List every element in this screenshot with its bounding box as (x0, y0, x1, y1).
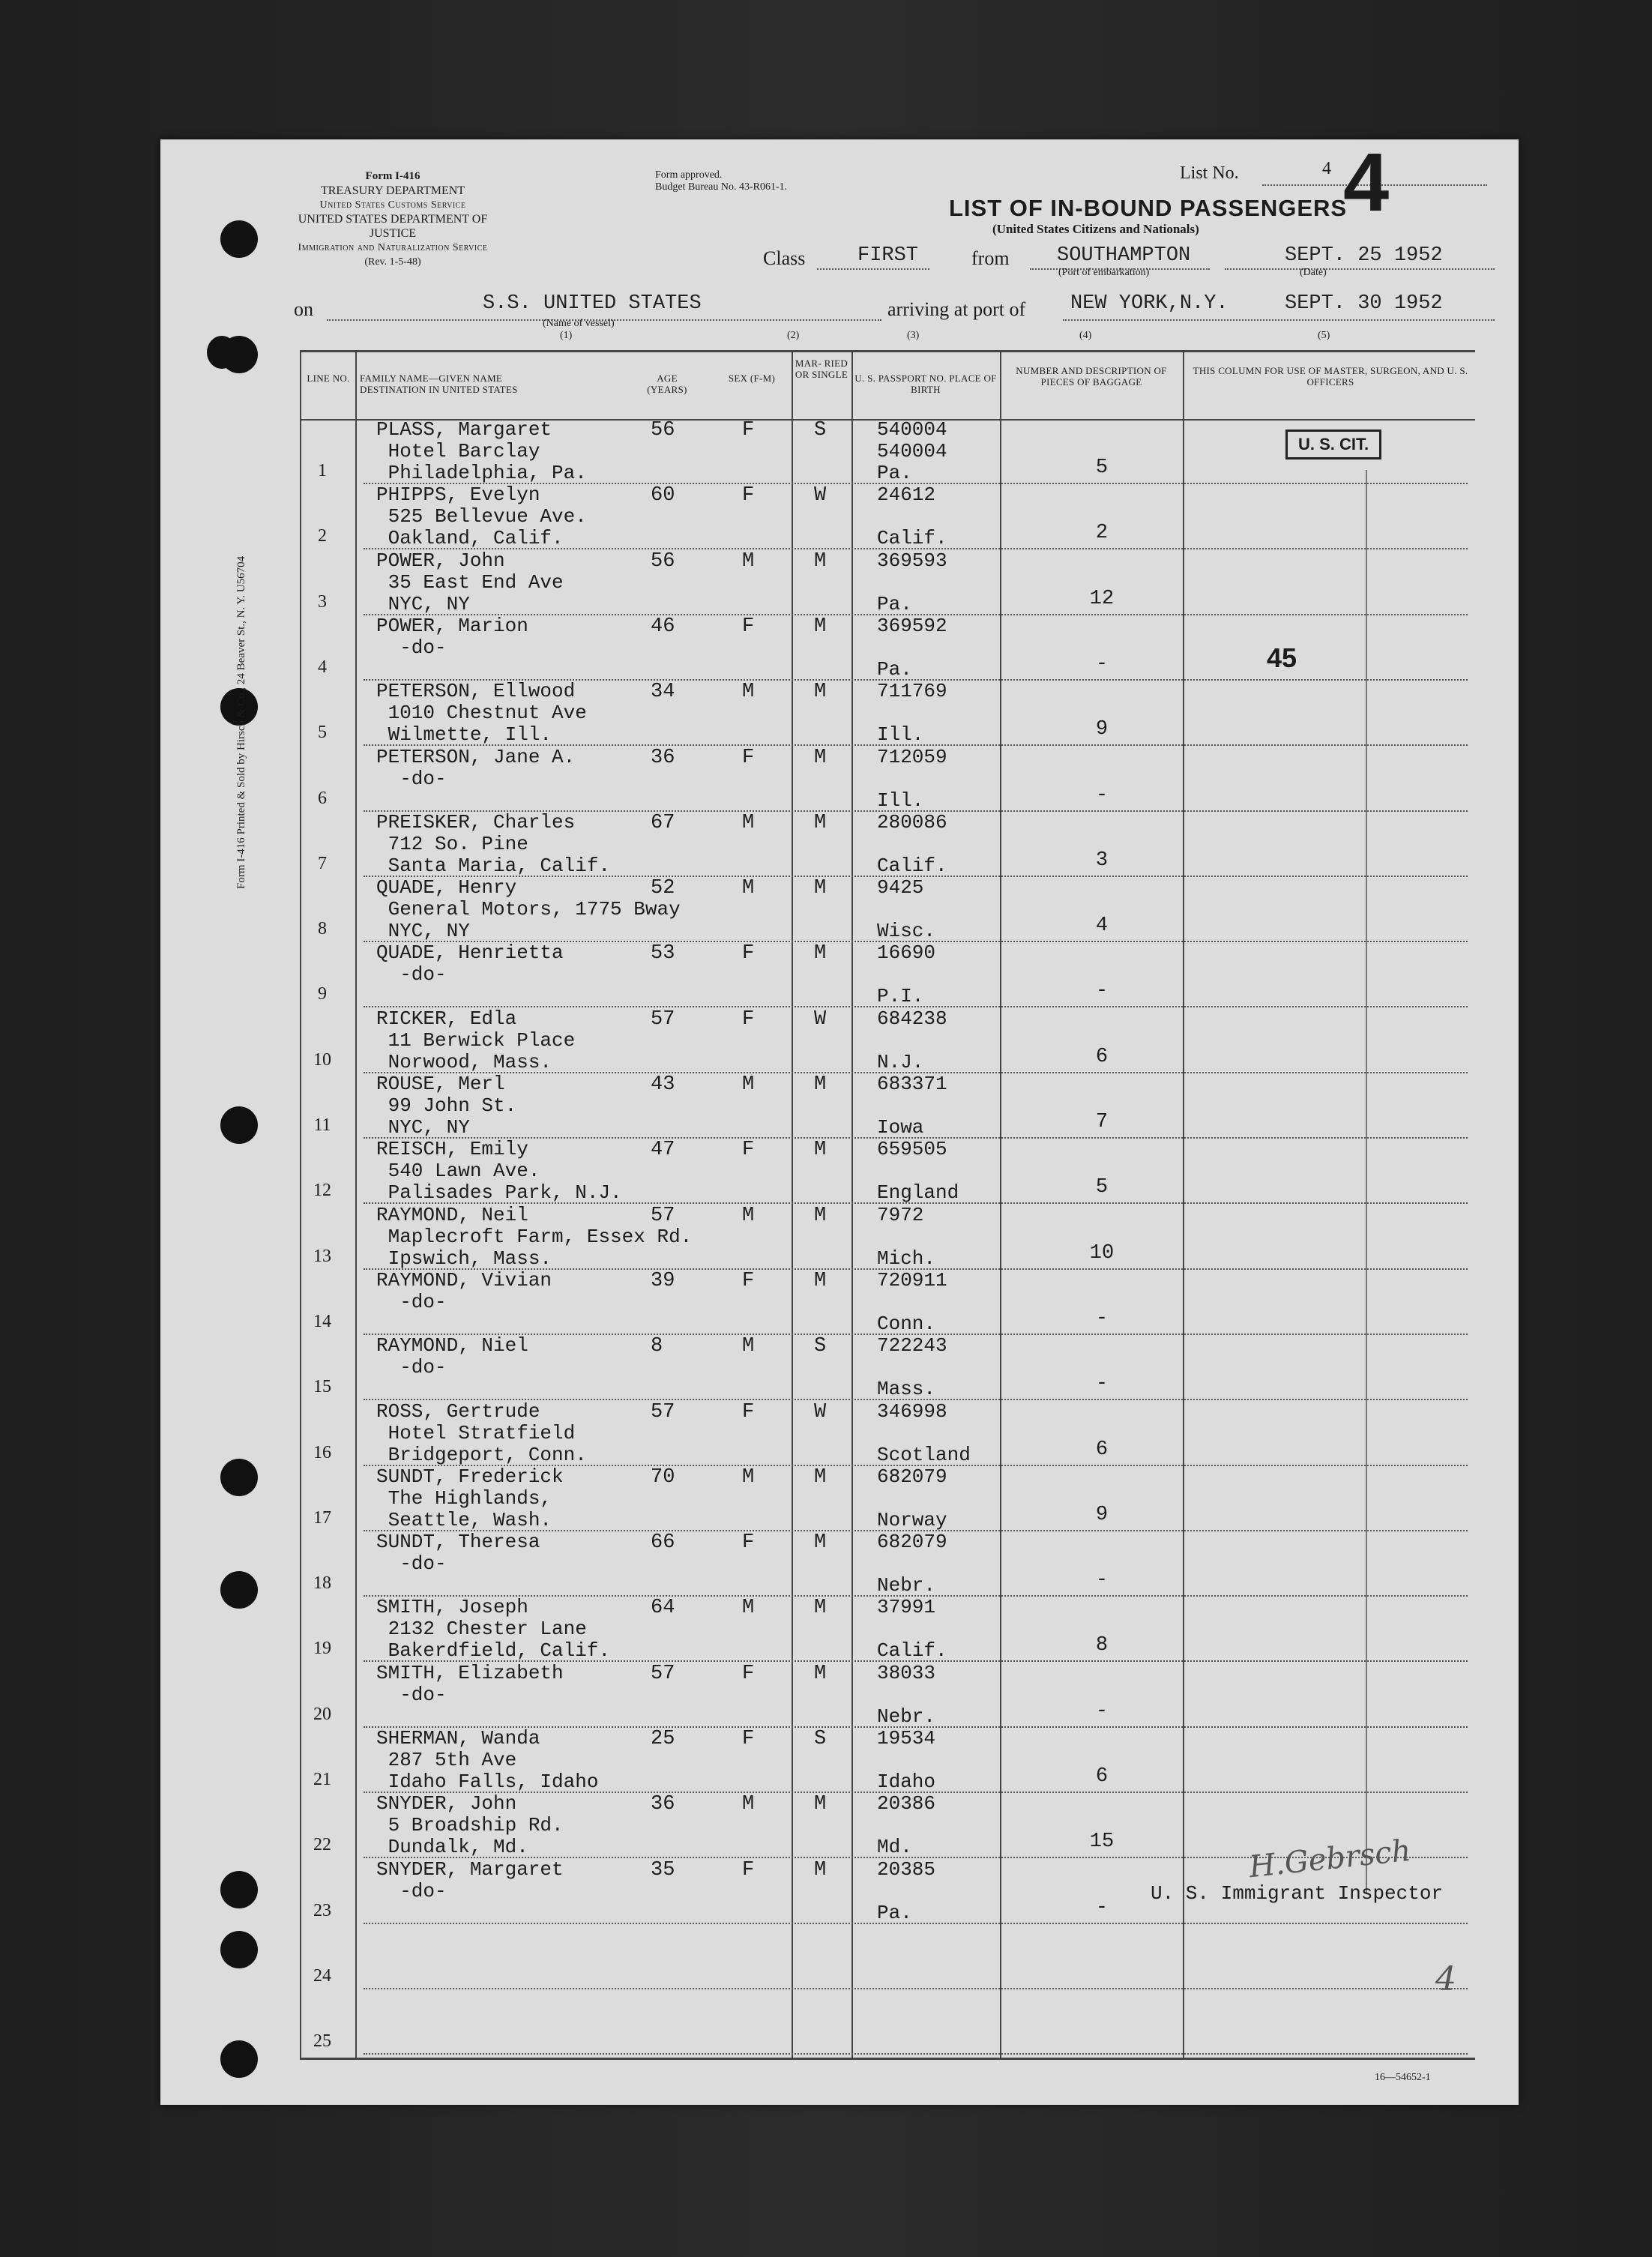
department: TREASURY DEPARTMENT (320, 184, 465, 197)
passport-birthplace-cell: 711769 Ill. (877, 680, 947, 747)
marital-status-cell: M (814, 1139, 827, 1162)
passenger-table (300, 350, 1475, 2060)
document-page (160, 136, 1519, 2105)
passenger-name-destination: SNYDER, John 5 Broadship Rd. Dundalk, Md. (376, 1792, 564, 1859)
marital-status-cell: W (814, 484, 827, 507)
age-cell: 57 (651, 1007, 675, 1031)
baggage-cell: - (1095, 1307, 1109, 1330)
passenger-name-destination: SUNDT, Frederick The Highlands, Seattle, Wash. (376, 1465, 564, 1531)
sex-cell: F (742, 484, 755, 507)
passenger-name-destination: RICKER, Edla 11 Berwick Place Norwood, Mass. (376, 1007, 576, 1073)
inspector-signature: H.Gebrsch (1247, 1833, 1413, 1885)
passport-birthplace-cell: 684238 N.J. (877, 1007, 947, 1073)
passenger-name-destination: SHERMAN, Wanda 287 5th Ave Idaho Falls, Idaho (376, 1727, 599, 1793)
arrival-port: NEW YORK,N.Y. (1070, 292, 1229, 315)
passport-birthplace-cell: 540004 540004 Pa. (877, 418, 947, 484)
col-header-married: MAR- RIED OR SINGLE (795, 358, 848, 380)
line-number: 24 (313, 1965, 331, 1986)
binder-hole (220, 1871, 258, 1908)
line-number: 15 (313, 1377, 331, 1397)
marital-status-cell: M (814, 877, 827, 900)
line-number: 10 (313, 1049, 331, 1070)
table-row (300, 1008, 1475, 1073)
class-label: Class (763, 247, 806, 269)
binder-hole (220, 1931, 258, 1968)
passport-birthplace-cell: 280086 Calif. (877, 810, 947, 877)
page-subtitle: (United States Citizens and Nationals) (992, 222, 1199, 236)
table-row (300, 747, 1475, 812)
passport-birthplace-cell: 720911 Conn. (877, 1268, 947, 1335)
marital-status-cell: M (814, 1597, 827, 1620)
marital-status-cell: M (814, 549, 827, 573)
list-no-big: 4 (1343, 136, 1390, 229)
sex-cell: F (742, 1007, 755, 1031)
passenger-name-destination: SMITH, Elizabeth -do- (376, 1661, 564, 1706)
sex-cell: F (742, 746, 755, 769)
passenger-name-destination: POWER, Marion -do- (376, 614, 528, 659)
table-row (300, 1663, 1475, 1728)
ins-name: Immigration and Naturalization Service (298, 242, 488, 253)
sex-cell: F (742, 1400, 755, 1423)
table-row (300, 484, 1475, 549)
marital-status-cell: M (814, 1531, 827, 1555)
passenger-name-destination: PETERSON, Ellwood 1010 Chestnut Ave Wilmette, Ill. (376, 680, 587, 747)
col-header-name: FAMILY NAME—GIVEN NAME DESTINATION IN UNITED STATES (360, 373, 518, 395)
baggage-cell: - (1095, 1569, 1109, 1592)
passenger-name-destination: ROUSE, Merl 99 John St. NYC, NY (376, 1073, 517, 1139)
column-number-4: (4) (1079, 330, 1092, 341)
marital-status-cell: M (814, 1662, 827, 1685)
line-number: 8 (318, 919, 327, 939)
column-number-5: (5) (1318, 330, 1330, 341)
table-row (300, 1139, 1475, 1204)
sex-cell: M (742, 549, 755, 573)
marital-status-cell: S (814, 1728, 827, 1750)
passport-birthplace-cell: 346998 Scotland (877, 1399, 971, 1466)
line-number: 21 (313, 1770, 331, 1789)
col-header-sex: SEX (F-M) (728, 373, 776, 384)
age-cell: 25 (651, 1728, 675, 1750)
sex-cell: F (742, 1662, 755, 1685)
passport-birthplace-cell: 682079 Nebr. (877, 1531, 947, 1597)
on-label: on (294, 298, 313, 320)
age-cell: 36 (651, 1793, 675, 1816)
table-row (300, 1335, 1475, 1400)
line-number: 14 (313, 1311, 331, 1331)
age-cell: 57 (651, 1204, 675, 1227)
citizen-stamp: U. S. CIT. (1285, 430, 1381, 459)
sex-cell: F (742, 1139, 755, 1162)
passenger-name-destination: PHIPPS, Evelyn 525 Bellevue Ave. Oakland, Calif. (376, 483, 587, 550)
baggage-cell: 4 (1095, 914, 1109, 938)
binder-hole (220, 2040, 258, 2078)
sex-cell: M (742, 811, 755, 834)
line-number: 22 (313, 1835, 331, 1855)
sex-cell: M (742, 1597, 755, 1620)
baggage-cell: - (1095, 1896, 1109, 1919)
line-number: 5 (318, 723, 327, 743)
marital-status-cell: M (814, 1204, 827, 1227)
budget-text: Budget Bureau No. 43-R061-1. (655, 181, 788, 193)
age-cell: 35 (651, 1858, 675, 1881)
column-number-2: (2) (787, 330, 800, 341)
table-row (300, 550, 1475, 615)
table-row (300, 681, 1475, 746)
sex-cell: F (742, 1728, 755, 1750)
page-title: LIST OF IN-BOUND PASSENGERS (949, 195, 1348, 221)
table-row (300, 812, 1475, 877)
binder-hole (220, 1571, 258, 1609)
table-row (300, 1270, 1475, 1335)
line-number: 1 (318, 461, 327, 480)
table-top-border (300, 350, 1475, 352)
line-number: 18 (313, 1573, 331, 1594)
arrival-date: SEPT. 30 1952 (1285, 292, 1443, 315)
form-number: Form I-416 (365, 170, 420, 182)
table-row (300, 877, 1475, 942)
table-row (300, 942, 1475, 1007)
sex-cell: M (742, 1204, 755, 1227)
line-number: 9 (318, 984, 327, 1004)
form-approved (655, 169, 787, 193)
passenger-name-destination: RAYMOND, Vivian -do- (376, 1268, 552, 1313)
baggage-cell: 5 (1095, 456, 1109, 479)
col-header-line: LINE NO. (307, 373, 350, 384)
age-cell: 53 (651, 942, 675, 965)
sex-cell: F (742, 1858, 755, 1881)
sex-cell: F (742, 419, 755, 442)
line-number: 4 (318, 657, 327, 677)
sex-cell: M (742, 877, 755, 900)
baggage-cell: 3 (1095, 849, 1109, 872)
table-row (300, 1531, 1475, 1597)
passport-birthplace-cell: 659505 England (877, 1138, 959, 1205)
passenger-name-destination: QUADE, Henrietta -do- (376, 941, 564, 986)
age-cell: 57 (651, 1400, 675, 1423)
line-number: 6 (318, 788, 327, 808)
binder-hole (220, 1459, 258, 1496)
marital-status-cell: M (814, 942, 827, 965)
passport-birthplace-cell: 682079 Norway (877, 1465, 947, 1531)
form-agency-block (280, 169, 505, 269)
column-number-1: (1) (560, 330, 573, 341)
passenger-name-destination: ROSS, Gertrude Hotel Stratfield Bridgeport, Conn. (376, 1399, 587, 1466)
marital-status-cell: W (814, 1400, 827, 1423)
sex-cell: F (742, 1269, 755, 1292)
class-line (817, 268, 929, 270)
line-number: 16 (313, 1442, 331, 1462)
passport-birthplace-cell: 38033 Nebr. (877, 1661, 936, 1728)
revision: (Rev. 1-5-48) (364, 256, 421, 268)
age-cell: 34 (651, 681, 675, 704)
table-row (300, 1924, 1475, 1989)
printer-imprint: Form I-416 Printed & Sold by Hirsch & Co., 24 Beaver St., N. Y. U56704 (235, 555, 247, 889)
footer-code: 16—54652-1 (1375, 2072, 1431, 2083)
sex-cell: M (742, 1335, 755, 1358)
table-row (300, 1205, 1475, 1270)
passenger-name-destination: PREISKER, Charles 712 So. Pine Santa Maria, Calif. (376, 810, 611, 877)
justice-department: UNITED STATES DEPARTMENT OF JUSTICE (298, 213, 488, 240)
table-row (300, 1466, 1475, 1531)
line-number: 11 (313, 1115, 331, 1135)
marital-status-cell: M (814, 1073, 827, 1096)
passport-birthplace-cell: 683371 Iowa (877, 1073, 947, 1139)
date-line (1225, 268, 1495, 270)
passport-birthplace-cell: 20385 Pa. (877, 1857, 936, 1924)
binder-hole (220, 220, 258, 258)
line-number: 2 (318, 526, 327, 546)
age-cell: 47 (651, 1139, 675, 1162)
sex-cell: M (742, 681, 755, 704)
binder-hole (220, 336, 258, 373)
arrival-line (1063, 319, 1495, 321)
passenger-name-destination: RAYMOND, Niel -do- (376, 1334, 528, 1379)
line-number: 25 (313, 2031, 331, 2052)
age-cell: 8 (651, 1335, 663, 1358)
baggage-cell: 9 (1095, 1503, 1109, 1526)
passport-birthplace-cell: 7972 Mich. (877, 1203, 936, 1270)
baggage-cell: 2 (1095, 522, 1109, 545)
departure-date: SEPT. 25 1952 (1285, 244, 1443, 267)
age-cell: 39 (651, 1269, 675, 1292)
corner-mark: 4 (1435, 1960, 1456, 1998)
customs-service: United States Customs Service (319, 199, 466, 211)
baggage-cell: 6 (1095, 1765, 1109, 1788)
passport-birthplace-cell: 9425 Wisc. (877, 876, 936, 943)
sex-cell: M (742, 1465, 755, 1489)
immigrant-inspector-label: U. S. Immigrant Inspector (1151, 1882, 1444, 1905)
age-cell: 56 (651, 549, 675, 573)
col-header-passport: U. S. PASSPORT NO. PLACE OF BIRTH (854, 373, 997, 395)
line-number: 20 (313, 1704, 331, 1724)
age-cell: 36 (651, 746, 675, 769)
line-number: 13 (313, 1246, 331, 1266)
column-number-3: (3) (907, 330, 920, 341)
baggage-cell: - (1095, 783, 1109, 807)
baggage-cell: 8 (1095, 1634, 1109, 1657)
passenger-name-destination: POWER, John 35 East End Ave NYC, NY (376, 549, 564, 615)
passenger-name-destination: REISCH, Emily 540 Lawn Ave. Palisades Park, N.J. (376, 1138, 622, 1205)
baggage-cell: 6 (1095, 1045, 1109, 1068)
passport-birthplace-cell: 722243 Mass. (877, 1334, 947, 1401)
col-header-officers: THIS COLUMN FOR USE OF MASTER, SURGEON, AND U. S. OFFICERS (1193, 365, 1468, 388)
sex-cell: M (742, 1073, 755, 1096)
age-cell: 52 (651, 877, 675, 900)
line-number: 17 (313, 1507, 331, 1528)
line-number: 7 (318, 853, 327, 873)
table-bottom-border (300, 2058, 1475, 2060)
vessel-name: S.S. UNITED STATES (483, 292, 702, 315)
passenger-name-destination: PETERSON, Jane A. -do- (376, 745, 576, 790)
port-embarkation: SOUTHAMPTON (1057, 244, 1191, 267)
baggage-cell: - (1095, 1699, 1109, 1723)
baggage-cell: 10 (1089, 1241, 1115, 1265)
passenger-name-destination: RAYMOND, Neil Maplecroft Farm, Essex Rd. Ipswich, Mass. (376, 1203, 693, 1270)
table-row (300, 1597, 1475, 1662)
binder-hole (220, 1106, 258, 1144)
passport-birthplace-cell: 16690 P.I. (877, 941, 936, 1008)
list-no-small: 4 (1322, 159, 1331, 178)
marital-status-cell: S (814, 1335, 827, 1358)
age-cell: 57 (651, 1662, 675, 1685)
list-no-label: List No. (1180, 163, 1239, 183)
marital-status-cell: M (814, 811, 827, 834)
baggage-cell: - (1095, 652, 1109, 675)
baggage-cell: 7 (1095, 1111, 1109, 1133)
marital-status-cell: M (814, 615, 827, 638)
table-row (300, 1073, 1475, 1139)
date-caption: (Date) (1300, 267, 1327, 278)
line-number: 19 (313, 1639, 331, 1659)
port-embark-caption: (Port of embarkation) (1058, 267, 1150, 278)
line-number: 23 (313, 1900, 331, 1920)
baggage-cell: 5 (1095, 1176, 1109, 1199)
age-cell: 67 (651, 811, 675, 834)
passport-birthplace-cell: 19534 Idaho (877, 1727, 936, 1793)
passport-birthplace-cell: 369593 Pa. (877, 549, 947, 615)
marital-status-cell: M (814, 746, 827, 769)
passport-birthplace-cell: 37991 Calif. (877, 1596, 947, 1663)
age-cell: 70 (651, 1465, 675, 1489)
from-label: from (971, 247, 1010, 269)
line-number: 12 (313, 1181, 331, 1201)
baggage-cell: 12 (1089, 587, 1115, 610)
passport-birthplace-cell: 369592 Pa. (877, 614, 947, 681)
marital-status-cell: M (814, 1793, 827, 1816)
table-row (300, 1728, 1475, 1793)
line-number: 3 (318, 591, 327, 612)
officer-vertical-rule (1366, 470, 1367, 1894)
age-cell: 64 (651, 1597, 675, 1620)
marital-status-cell: M (814, 1465, 827, 1489)
marital-status-cell: S (814, 419, 827, 442)
passenger-name-destination: PLASS, Margaret Hotel Barclay Philadelphia, Pa. (376, 418, 587, 484)
age-cell: 43 (651, 1073, 675, 1096)
marital-status-cell: M (814, 681, 827, 704)
marital-status-cell: W (814, 1007, 827, 1031)
sex-cell: F (742, 615, 755, 638)
age-cell: 46 (651, 615, 675, 638)
passenger-name-destination: SUNDT, Theresa -do- (376, 1531, 540, 1576)
approved-text: Form approved. (655, 169, 723, 181)
marital-status-cell: M (814, 1858, 827, 1881)
age-cell: 56 (651, 419, 675, 442)
officer-count: 45 (1267, 642, 1297, 673)
col-header-age: AGE (YEARS) (647, 373, 687, 395)
baggage-cell: - (1095, 980, 1109, 1003)
table-row (300, 615, 1475, 681)
passenger-name-destination: SNYDER, Margaret -do- (376, 1857, 564, 1902)
passport-birthplace-cell: 20386 Md. (877, 1792, 936, 1859)
col-header-baggage: NUMBER AND DESCRIPTION OF PIECES OF BAGGAGE (1016, 365, 1167, 388)
passenger-name-destination: QUADE, Henry General Motors, 1775 Bway NYC, NY (376, 876, 681, 943)
baggage-cell: 15 (1089, 1830, 1115, 1854)
baggage-cell: 9 (1095, 718, 1109, 741)
age-cell: 66 (651, 1531, 675, 1555)
sex-cell: M (742, 1793, 755, 1816)
marital-status-cell: M (814, 1269, 827, 1292)
passenger-name-destination: SMITH, Joseph 2132 Chester Lane Bakerdfield, Calif. (376, 1596, 611, 1663)
passport-birthplace-cell: 712059 Ill. (877, 745, 947, 812)
baggage-cell: - (1095, 1372, 1109, 1396)
row-dotted-line (364, 2053, 1468, 2055)
class-value: FIRST (857, 244, 919, 267)
arriving-label: arriving at port of (887, 298, 1026, 320)
table-row (300, 1989, 1475, 2055)
passport-birthplace-cell: 24612 Calif. (877, 483, 947, 550)
sex-cell: F (742, 942, 755, 965)
vessel-caption: (Name of vessel) (543, 318, 615, 329)
age-cell: 60 (651, 484, 675, 507)
sex-cell: F (742, 1531, 755, 1555)
table-row (300, 1401, 1475, 1466)
baggage-cell: 6 (1095, 1438, 1109, 1461)
